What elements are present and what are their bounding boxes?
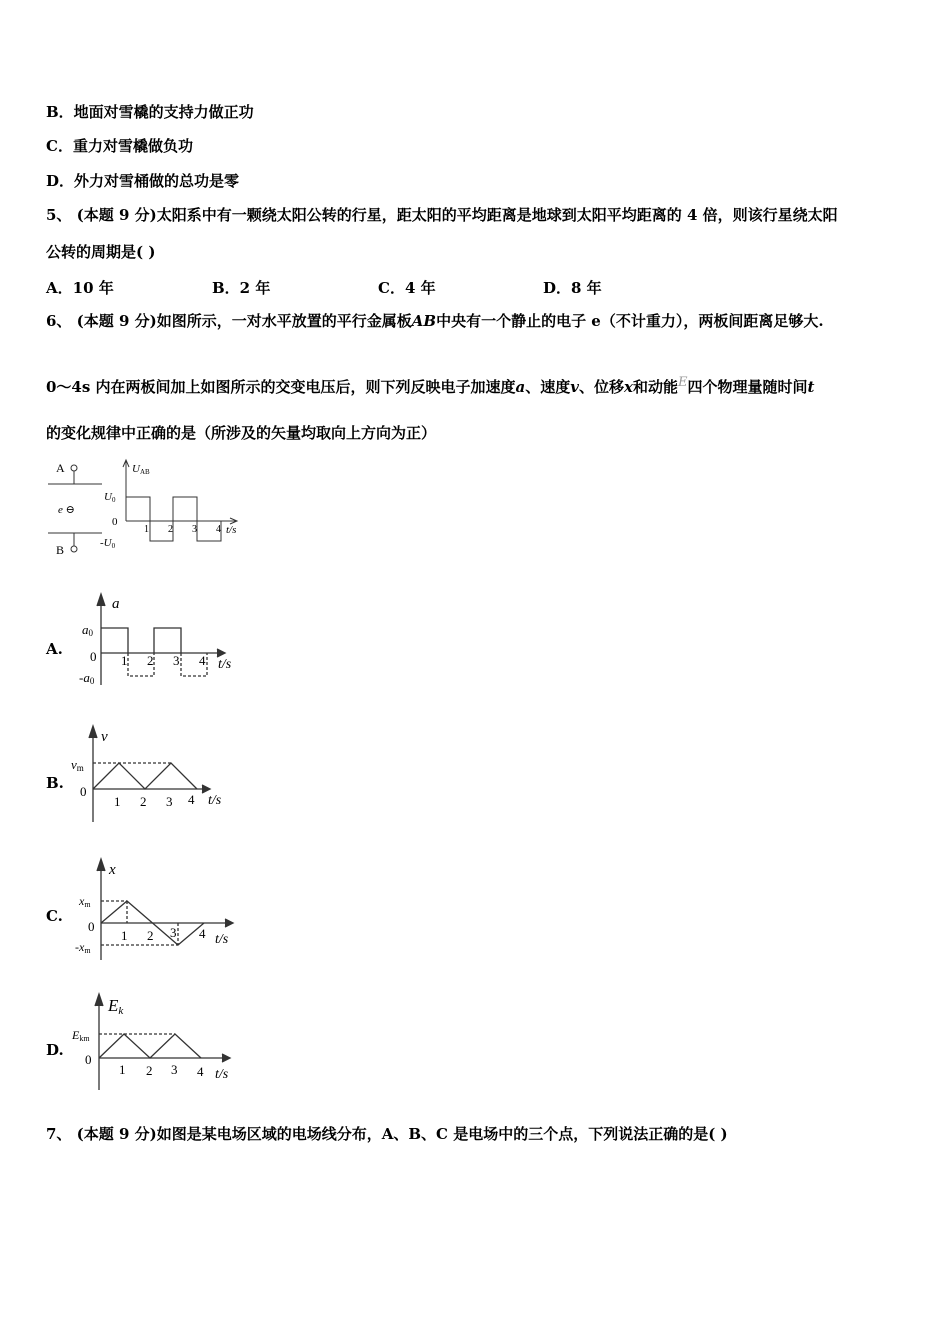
q6-stem-line1	[46, 311, 824, 331]
graph-c-tick-2: 2	[147, 928, 154, 943]
q5-stem-line2: 公转的周期是( )	[46, 243, 156, 261]
q6-stem-line2	[46, 373, 814, 397]
graph-d-peak-label: Ekm	[72, 1028, 90, 1043]
graph-d-x-label: t/s	[215, 1067, 229, 1082]
q6-graph-b	[68, 722, 238, 827]
setup-tick-3: 3	[192, 524, 197, 535]
graph-c-tick-4: 4	[199, 926, 206, 941]
q6-option-a-label: A.	[46, 640, 63, 658]
q6-var-t: t	[807, 378, 815, 396]
q6-plate-ab: AB	[411, 312, 437, 330]
q5-option-a: A．10 年	[46, 279, 114, 297]
graph-b-peak-label: vm	[71, 757, 84, 773]
q6-ek-symbol: E	[678, 375, 688, 390]
q6-option-b-label: B.	[46, 774, 64, 792]
graph-a-tick-2: 2	[147, 653, 154, 668]
graph-d-tick-2: 2	[146, 1063, 153, 1078]
setup-tick-1: 1	[144, 524, 149, 535]
q6-setup-figure	[40, 455, 255, 565]
graph-c-pos-label: xm	[79, 894, 91, 909]
graph-b-tick-2: 2	[140, 794, 147, 809]
graph-c-neg-label: -xm	[75, 940, 91, 955]
graph-a-tick-3: 3	[173, 653, 180, 668]
graph-c-x-label: t/s	[215, 932, 229, 947]
graph-c-y-label: x	[109, 862, 116, 878]
u0-level-label: U0	[104, 491, 116, 504]
graph-b-origin: 0	[80, 784, 87, 799]
q6-var-x: x	[624, 378, 633, 396]
setup-tick-2: 2	[168, 524, 173, 535]
q5-option-c: C．4 年	[378, 279, 436, 297]
q6-graph-d	[68, 990, 243, 1092]
q7-stem-line1: 7、 (本题 9 分)如图是某电场区域的电场线分布，A、B、C 是电场中的三个点，下列说法正确的是( )	[46, 1125, 728, 1143]
q5-option-b: B．2 年	[212, 279, 271, 297]
q6-graph-c	[68, 855, 243, 965]
q4-option-d: D．外力对雪桶做的总功是零	[46, 172, 240, 190]
q6-var-v: v	[570, 378, 580, 396]
setup-origin-label: 0	[112, 516, 118, 528]
graph-a-tick-4: 4	[199, 653, 206, 668]
graph-b-x-label: t/s	[208, 793, 222, 808]
setup-tick-4: 4	[216, 524, 221, 535]
plate-a-label: A	[56, 461, 65, 475]
plate-b-label: B	[56, 543, 65, 557]
graph-a-neg-label: -a0	[79, 670, 95, 686]
q6-stem-line1-pre: 6、 (本题 9 分)如图所示，一对水平放置的平行金属板	[46, 312, 412, 330]
graph-b-y-label: v	[101, 729, 108, 745]
electron-label: e ⊖	[58, 504, 75, 516]
graph-a-y-label: a	[112, 596, 120, 612]
setup-x-axis-label: t/s	[226, 524, 237, 536]
graph-a-tick-1: 1	[121, 653, 128, 668]
q6-var-a: a	[515, 378, 526, 396]
q6-stem-line2-pre: 0～4s 内在两板间加上如图所示的交变电压后，则下列反映电子加速度	[46, 378, 516, 396]
q6-stem-line1-post: 中央有一个静止的电子 e（不计重力），两板间距离足够大.	[436, 312, 824, 330]
neg-u0-level-label: -U0	[100, 537, 116, 550]
q5-option-d: D．8 年	[543, 279, 602, 297]
q6-sep2: 、位移	[579, 378, 625, 396]
q6-stem-line3: 的变化规律中正确的是（所涉及的矢量均取向上方向为正）	[46, 424, 437, 442]
graph-d-tick-4: 4	[197, 1064, 204, 1079]
q6-option-d-label: D.	[46, 1041, 64, 1059]
graph-c-origin: 0	[88, 919, 95, 934]
graph-d-tick-1: 1	[119, 1062, 126, 1077]
graph-c-tick-1: 1	[121, 928, 128, 943]
q6-sep3: 和动能	[632, 378, 678, 396]
graph-a-x-label: t/s	[218, 657, 232, 672]
graph-a-origin: 0	[90, 649, 97, 664]
q5-stem-line1: 5、 (本题 9 分)太阳系中有一颗绕太阳公转的行星，距太阳的平均距离是地球到太阳平均距离的 4 倍，则该行星绕太阳	[46, 206, 838, 224]
graph-b-tick-3: 3	[166, 794, 173, 809]
q6-option-c-label: C.	[46, 907, 63, 925]
q6-stem-line2-post: 四个物理量随时间	[687, 378, 808, 396]
uab-axis-label: UAB	[132, 463, 150, 476]
q6-sep1: 、速度	[525, 378, 571, 396]
graph-c-tick-3: 3	[170, 925, 177, 940]
graph-d-tick-3: 3	[171, 1062, 178, 1077]
graph-a-pos-label: a0	[82, 622, 93, 638]
graph-d-origin: 0	[85, 1052, 92, 1067]
graph-b-tick-4: 4	[188, 792, 195, 807]
q4-option-b: B．地面对雪橇的支持力做正功	[46, 103, 254, 121]
q4-option-c: C．重力对雪橇做负功	[46, 137, 193, 155]
graph-b-tick-1: 1	[114, 794, 121, 809]
graph-d-y-label: Ek	[108, 996, 124, 1017]
q6-graph-a	[68, 590, 248, 690]
